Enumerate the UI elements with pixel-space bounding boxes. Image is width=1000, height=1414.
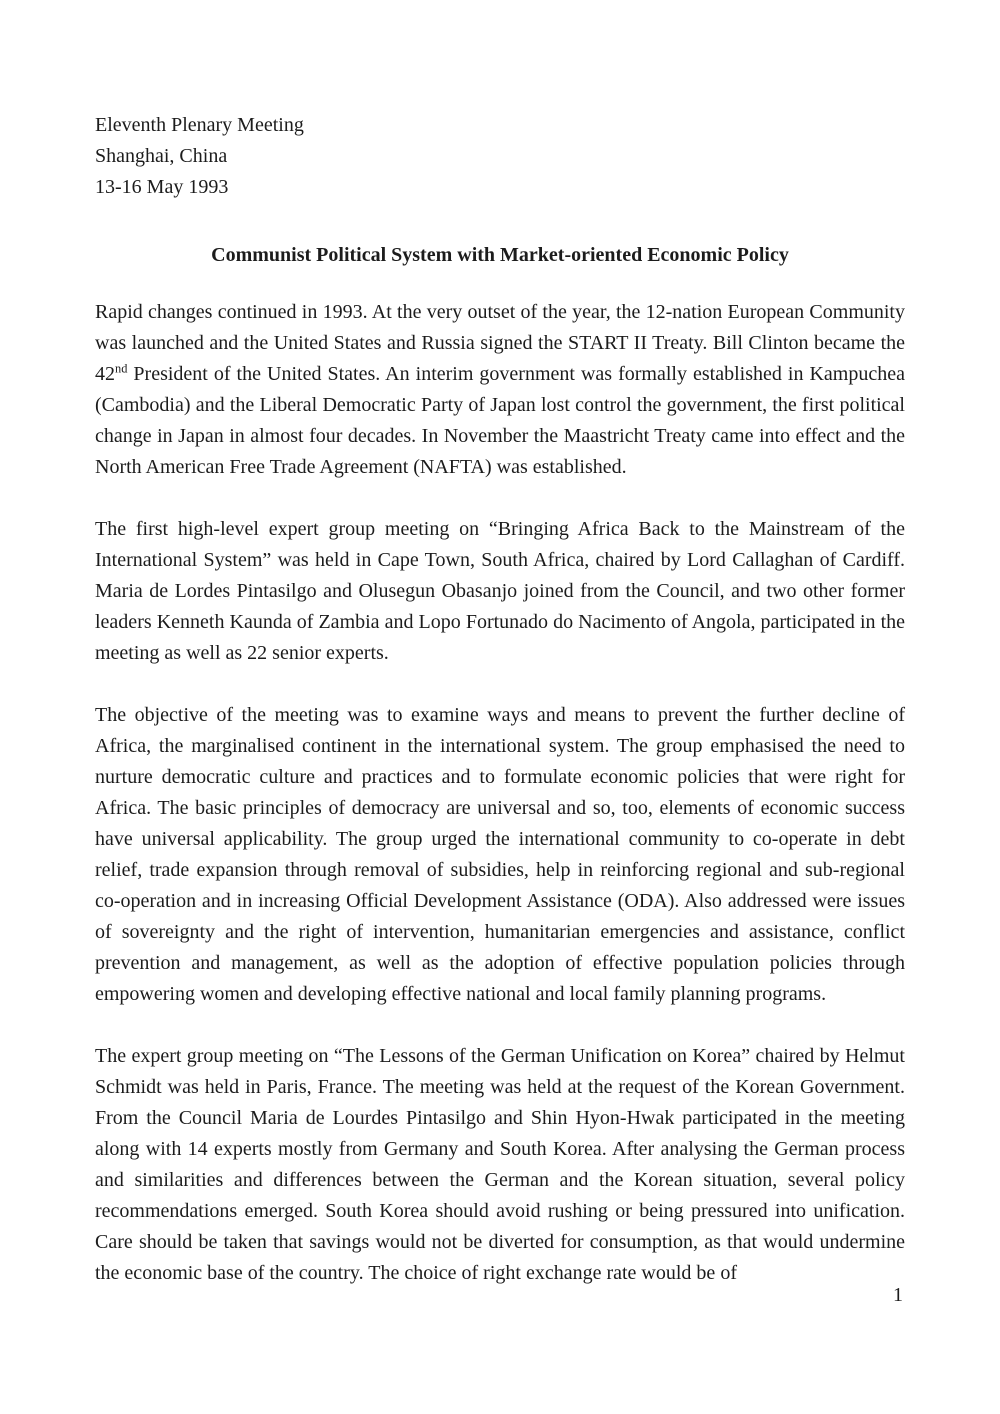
paragraph bbox=[95, 297, 905, 483]
document-header bbox=[0, 0, 1000, 203]
paragraph bbox=[95, 1041, 905, 1289]
paragraph-text: The expert group meeting on “The Lessons of the German Unification on Korea” chaired by Helmut Schmidt was held in Paris, France. The meeting was held at the request of the Korean Government. From the Council Maria de Lourdes Pintasilgo and Shin Hyon-Hwak participated in the meeting along with 14 experts mostly from Germany and South Korea. After analysing the German process and similarities and differences between the German and the Korean situation, several policy recommendations emerged. South Korea should avoid rushing or being pressured into unification. Care should be taken that savings would not be diverted for consumption, as that would undermine the economic base of the country. The choice of right exchange rate would be of bbox=[95, 1045, 905, 1284]
page-number: 1 bbox=[893, 1284, 903, 1306]
document-title: Communist Political System with Market-oriented Economic Policy bbox=[211, 244, 789, 266]
paragraph bbox=[95, 700, 905, 1010]
paragraph-text: The first high-level expert group meeting on “Bringing Africa Back to the Mainstream of the International System” was held in Cape Town, South Africa, chaired by Lord Callaghan of Cardiff. Maria de Lordes Pintasilgo and Olusegun Obasanjo joined from the Council, and two other former leaders Kenneth Kaunda of Zambia and Lopo Fortunado do Nacimento of Angola, participated in the meeting as well as 22 senior experts. bbox=[95, 518, 905, 664]
meeting-name: Eleventh Plenary Meeting bbox=[95, 114, 304, 136]
paragraph-text: The objective of the meeting was to examine ways and means to prevent the further decline of Africa, the marginalised continent in the international system. The group emphasised the need to nurture democratic culture and practices and to formulate economic policies that were right for Africa. The basic principles of democracy are universal and so, too, elements of economic success have universal applicability. The group urged the international community to co-operate in debt relief, trade expansion through removal of subsidies, help in reinforcing regional and sub-regional co-operation and in increasing Official Development Assistance (ODA). Also addressed were issues of sovereignty and the right of intervention, humanitarian emergencies and assistance, conflict prevention and management, as well as the adoption of effective population policies through empowering women and developing effective national and local family planning programs. bbox=[95, 704, 905, 1005]
paragraph-text: Rapid changes continued in 1993. At the very outset of the year, the 12-nation European Community was launched and the United States and Russia signed the START II Treaty. Bill Clinton became the 42 bbox=[95, 301, 905, 385]
meeting-date: 13-16 May 1993 bbox=[95, 176, 229, 198]
paragraph-text: President of the United States. An interim government was formally established in Kampuchea (Cambodia) and the Liberal Democratic Party of Japan lost control the government, the first political change in Japan in almost four decades. In November the Maastricht Treaty came into effect and the North American Free Trade Agreement (NAFTA) was established. bbox=[95, 363, 905, 478]
document-body bbox=[0, 297, 1000, 1289]
meeting-location: Shanghai, China bbox=[95, 145, 228, 167]
paragraph bbox=[95, 514, 905, 669]
superscript-text: nd bbox=[115, 361, 128, 376]
